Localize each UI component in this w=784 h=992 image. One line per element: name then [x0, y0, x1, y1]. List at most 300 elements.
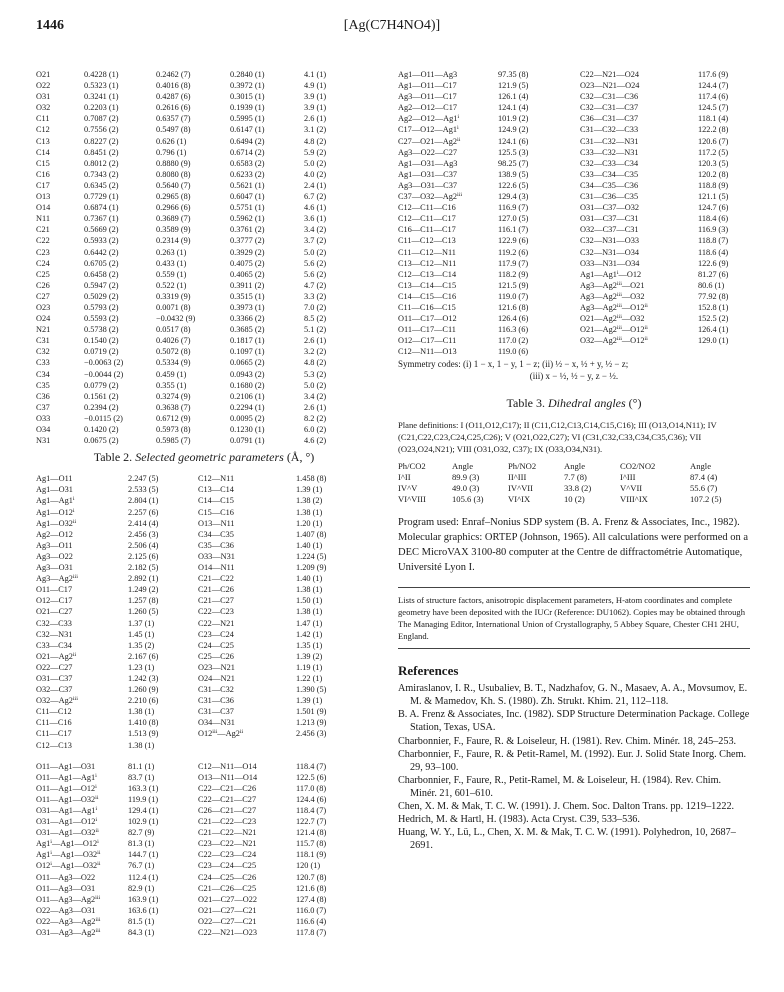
table-cell: O24 — [36, 314, 51, 324]
table-cell: C12—C13 — [36, 740, 72, 750]
table-cell: 1.458 (8) — [296, 474, 327, 484]
table-cell: 0.355 (1) — [156, 380, 187, 390]
table-cell: 0.3929 (2) — [230, 247, 265, 257]
table-cell: O34 — [36, 425, 51, 434]
table-cell: 0.4065 (2) — [230, 269, 265, 279]
table-cell: 4.8 (2) — [304, 358, 327, 368]
table-cell: 1.45 (1) — [128, 629, 155, 639]
bond-row — [36, 562, 356, 573]
table-cell: 121.6 (8) — [296, 883, 327, 893]
table-cell: 0.3973 (1) — [230, 302, 265, 312]
table-cell: Ag3—O31 — [36, 563, 73, 573]
table-cell: 81.27 (6) — [698, 269, 729, 279]
table-cell: 152.5 (2) — [698, 314, 729, 324]
table-cell: 2.4 (1) — [304, 180, 327, 190]
bond-row — [36, 484, 356, 495]
table-cell: 5.3 (2) — [304, 369, 327, 379]
table-cell: 0.5738 (2) — [84, 325, 119, 335]
table-cell: 116.0 (7) — [296, 905, 327, 915]
table-cell: 1.20 (1) — [296, 518, 323, 528]
table-cell: 1.42 (1) — [296, 629, 323, 639]
table-cell: 0.0665 (2) — [230, 358, 265, 368]
coordinate-row — [36, 136, 344, 147]
table-cell: 126.4 (1) — [698, 325, 729, 335]
column-header: Ph/NO2 — [508, 460, 537, 471]
table-cell: C23—C22—N21 — [198, 839, 257, 849]
table-cell: 1.22 (1) — [296, 673, 323, 683]
table-cell: 124.1 (6) — [498, 136, 529, 146]
reference-item: B. A. Frenz & Associates, Inc. (1982). SDP Structure Determination Package. College Station, Texas, USA. — [398, 709, 750, 734]
table-cell: O22—C27 — [36, 662, 73, 672]
table-cell: 122.6 (9) — [698, 258, 729, 268]
table-cell: 6.7 (2) — [304, 192, 327, 202]
table-cell: C24—C25 — [198, 640, 234, 650]
bond-row — [36, 662, 356, 673]
bond-row — [36, 540, 356, 551]
table-cell: 118.2 (9) — [498, 269, 529, 279]
table-cell: 3.2 (2) — [304, 347, 327, 357]
table-cell: 116.6 (4) — [296, 916, 327, 926]
table-cell: 0.6345 (2) — [84, 180, 119, 190]
bond-row — [36, 684, 356, 695]
table-cell: O12ⁱⁱⁱ—Ag2ⁱⁱ — [198, 729, 244, 739]
table-cell: C11—C16—C15 — [398, 302, 456, 312]
table-cell: 2.533 (5) — [128, 485, 159, 495]
table-cell: 0.7343 (2) — [84, 169, 119, 179]
angle-row — [398, 91, 750, 102]
table-cell: 122.7 (7) — [296, 817, 327, 827]
table-cell: 1.50 (1) — [296, 596, 323, 606]
angle-row — [398, 147, 750, 158]
table-cell: 0.4287 (6) — [156, 92, 191, 102]
table-cell: O22—Ag3—O31 — [36, 905, 96, 915]
bond-row — [36, 728, 356, 739]
table-cell: Ag1—O11—Ag3 — [398, 70, 458, 79]
angle-row — [398, 158, 750, 169]
table-cell: 5.1 (2) — [304, 325, 327, 335]
table-cell: 0.5962 (1) — [230, 214, 265, 224]
table-cell: 4.6 (2) — [304, 436, 327, 446]
table-cell: 120.2 (8) — [698, 169, 729, 179]
dihedral-angles-table — [398, 461, 746, 505]
table-cell: 0.3972 (1) — [230, 81, 265, 91]
table-cell: 2.892 (1) — [128, 574, 159, 584]
coordinate-row — [36, 402, 344, 413]
table-cell: C32—N31—O33 — [580, 236, 640, 246]
table-cell: 1.242 (3) — [128, 673, 159, 683]
table-cell: 5.6 (2) — [304, 258, 327, 268]
table-cell: Ag1—O32ⁱⁱ — [36, 518, 77, 528]
table-cell: 0.433 (1) — [156, 258, 187, 268]
table-cell: 1.257 (8) — [128, 596, 159, 606]
table-cell: C11—C12 — [36, 707, 72, 717]
table-cell: Ag1—O11 — [36, 474, 73, 484]
table2-title: Table 2. Selected geometric parameters (Å, °) — [93, 450, 315, 465]
table-cell: O11—C17—C11 — [398, 325, 456, 335]
table-cell: Ag3—O11 — [36, 540, 73, 550]
table-cell: C12—N11—O14 — [198, 761, 257, 771]
table-cell: 0.5640 (7) — [156, 180, 191, 190]
table-cell: 1.23 (1) — [128, 662, 155, 672]
table-cell: 144.7 (1) — [128, 850, 159, 860]
table-cell: 1.209 (9) — [296, 563, 327, 573]
table-cell: 1.40 (1) — [296, 540, 323, 550]
table-cell: 119.0 (7) — [498, 291, 529, 301]
coordinate-row — [36, 357, 344, 368]
angle-row — [36, 883, 356, 894]
table-cell: O11—C17—O12 — [398, 314, 457, 324]
table-cell: 33.8 (2) — [564, 482, 592, 493]
table-cell: −0.0432 (9) — [156, 314, 196, 324]
table-cell: C22—C23 — [198, 607, 234, 617]
table-cell: 0.5072 (8) — [156, 347, 191, 357]
table-cell: 125.5 (3) — [498, 147, 529, 157]
table-cell: Ag1—O31—C37 — [398, 169, 458, 179]
table-cell: 0.1817 (1) — [230, 336, 265, 346]
table-cell: 121.6 (8) — [498, 302, 529, 312]
coordinate-row — [36, 80, 344, 91]
table-cell: 81.1 (1) — [128, 761, 155, 771]
table-cell: C21—C22—N21 — [198, 828, 257, 838]
table-cell: 0.1561 (2) — [84, 391, 119, 401]
table-cell: 0.6357 (7) — [156, 114, 191, 124]
coordinate-row — [36, 258, 344, 269]
angle-row — [398, 235, 750, 246]
table-cell: C31—C36—C35 — [580, 192, 639, 202]
coordinate-row — [36, 413, 344, 424]
table-cell: 1.407 (8) — [296, 529, 327, 539]
table-cell: 2.804 (1) — [128, 496, 159, 506]
coordinate-row — [36, 158, 344, 169]
table-cell: 0.2314 (9) — [156, 236, 191, 246]
table-cell: Ag1—Ag1ⁱ—O12 — [580, 269, 642, 279]
table-cell: Ag3—Ag2ⁱⁱⁱ — [36, 574, 78, 584]
angle-row — [398, 324, 750, 335]
angle-row — [36, 927, 356, 938]
table-cell: 83.7 (1) — [128, 772, 155, 782]
table-cell: C32—C31—C36 — [580, 92, 639, 102]
table-cell: C32 — [36, 347, 50, 357]
table-cell: C25 — [36, 269, 50, 279]
table-cell: O11—Ag3—O22 — [36, 872, 96, 882]
table-cell: O31—C37—C31 — [580, 214, 639, 224]
table-cell: C31—C32—C33 — [580, 125, 639, 135]
table-cell: 0.7087 (2) — [84, 114, 119, 124]
table-cell: VI^VIII — [398, 494, 426, 504]
table-cell: 118.8 (7) — [698, 236, 729, 246]
table-cell: 5.0 (2) — [304, 158, 327, 168]
table-cell: 0.6874 (1) — [84, 203, 119, 213]
table-cell: 1.513 (9) — [128, 729, 159, 739]
table-cell: Ag1—O12ⁱ — [36, 507, 75, 517]
table-cell: Ag1—O11—C17 — [398, 81, 457, 91]
table-cell: O11—Ag1—O31 — [36, 761, 96, 771]
bond-row — [36, 573, 356, 584]
table-cell: 5.0 (2) — [304, 247, 327, 257]
table-cell: C21 — [36, 225, 50, 235]
table-cell: C12—N11 — [198, 474, 235, 484]
table-cell: O21—C27—C21 — [198, 905, 257, 915]
table-cell: 0.3689 (7) — [156, 214, 191, 224]
table-cell: 102.9 (1) — [128, 817, 159, 827]
table-cell: C22—C21—C26 — [198, 783, 257, 793]
table-cell: 118.4 (6) — [698, 214, 729, 224]
table-cell: C26—C21—C27 — [198, 806, 257, 815]
table-cell: Ag3—O22 — [36, 551, 73, 561]
table-cell: 3.6 (1) — [304, 214, 327, 224]
bond-row — [36, 529, 356, 540]
table-cell: 4.7 (2) — [304, 280, 327, 290]
table-cell: C23—C24 — [198, 629, 234, 639]
page-number: 1446 — [36, 18, 64, 33]
table-cell: 121.1 (5) — [698, 192, 729, 202]
table-cell: C36 — [36, 391, 50, 401]
table-cell: 0.5497 (8) — [156, 125, 191, 135]
bond-row — [36, 673, 356, 684]
table-cell: 7.0 (2) — [304, 302, 327, 312]
bond-row — [36, 629, 356, 640]
coordinate-row — [36, 269, 344, 280]
table-cell: C12—C13—C14 — [398, 269, 457, 279]
plane-definitions: Plane definitions: I (O11,O12,C17); II (C11,C12,C13,C14,C15,C16); III (O13,O14,N11); IV (C21,C22,C23,C24,C25,C26); V (O21,O22,C27); VI (C31,C32,C33,C34,C35,C36); VII (O23,O24,N21); VIII (O31,O32, C37); IX (O33,O34,N31). — [398, 419, 717, 454]
table-cell: C12—C11—C17 — [398, 214, 456, 224]
table-cell: 116.9 (7) — [498, 203, 529, 213]
table-cell: 0.2203 (1) — [84, 103, 119, 113]
bond-row — [36, 651, 356, 662]
table-cell: 0.6442 (2) — [84, 247, 119, 257]
table-cell: C14—C15 — [198, 496, 234, 506]
bond-row — [36, 640, 356, 651]
table-cell: 129.4 (3) — [498, 192, 529, 202]
table-cell: C12 — [36, 125, 50, 135]
table-cell: 138.9 (5) — [498, 169, 529, 179]
table-cell: 0.6047 (1) — [230, 192, 265, 202]
table-cell: Ag2—O12 — [36, 529, 73, 539]
coordinate-row — [36, 202, 344, 213]
angle-row — [36, 816, 356, 827]
table-cell: 81.5 (1) — [128, 916, 155, 926]
table-cell: C17 — [36, 180, 50, 190]
table-cell: 8.5 (2) — [304, 314, 327, 324]
table-cell: 122.9 (6) — [498, 236, 529, 246]
table-cell: 1.39 (2) — [296, 651, 323, 661]
table-cell: 0.0719 (2) — [84, 347, 119, 357]
table-cell: 5.6 (2) — [304, 269, 327, 279]
table-cell: O11—Ag1—O32ⁱⁱ — [36, 794, 99, 804]
table-cell: 0.6583 (2) — [230, 158, 265, 168]
table-cell: C21—C26—C25 — [198, 883, 257, 893]
table-cell: 2.182 (5) — [128, 563, 159, 573]
table-cell: C15 — [36, 158, 50, 168]
table-cell: 120.6 (7) — [698, 136, 729, 146]
table-cell: 0.6147 (1) — [230, 125, 265, 135]
table-cell: O31 — [36, 92, 51, 102]
divider — [398, 587, 750, 588]
table-cell: C33—C34 — [36, 640, 72, 650]
table-cell: O21—Ag2ⁱⁱⁱ—O12ⁱⁱ — [580, 325, 648, 335]
angle-row — [398, 302, 750, 313]
table-cell: C22—C23—C24 — [198, 850, 257, 860]
table-cell: 1.38 (1) — [128, 740, 155, 750]
bond-row — [36, 518, 356, 529]
table-cell: 0.0517 (8) — [156, 325, 191, 335]
table-cell: Ag1ⁱ—Ag1—O12ⁱ — [36, 839, 99, 849]
table-cell: 124.7 (6) — [698, 203, 729, 213]
table-cell: 0.1680 (2) — [230, 380, 265, 390]
table-cell — [580, 346, 698, 357]
table-cell: 0.5947 (2) — [84, 280, 119, 290]
table-cell: 152.8 (1) — [698, 302, 729, 312]
table-cell: 115.7 (8) — [296, 839, 327, 849]
table-cell: C13 — [36, 136, 50, 146]
table-cell: C31—C32—N31 — [580, 136, 639, 146]
table-cell: 1.35 (1) — [296, 640, 323, 650]
table-cell: 77.92 (8) — [698, 291, 729, 301]
table-cell: O14—N11 — [198, 563, 235, 573]
angle-row — [36, 860, 356, 871]
table-cell: 2.6 (1) — [304, 402, 327, 412]
bond-row — [36, 551, 356, 562]
coordinate-row — [36, 313, 344, 324]
table-cell: C31—C32 — [198, 685, 234, 695]
table-cell: 0.5985 (7) — [156, 436, 191, 446]
table-cell: 84.3 (1) — [128, 928, 155, 938]
table-cell: 1.40 (1) — [296, 574, 323, 584]
table-cell: O21—C27 — [36, 607, 73, 617]
table-cell: 119.9 (1) — [128, 794, 159, 804]
table-cell: 121.5 (9) — [498, 280, 529, 290]
coordinate-row — [36, 247, 344, 258]
table-cell: 0.5669 (2) — [84, 225, 119, 235]
table-cell: Ag1—O31—Ag3 — [398, 158, 458, 168]
table-cell: 82.9 (1) — [128, 883, 155, 893]
table-cell: V^VII — [620, 482, 643, 493]
table-cell: 3.9 (1) — [304, 92, 327, 102]
table-cell: −0.0115 (2) — [84, 413, 123, 423]
table-cell: Ag1ⁱ—Ag1—O32ⁱⁱ — [36, 850, 101, 860]
table-cell: O32—C37 — [36, 685, 73, 695]
table-cell: C14—C15—C16 — [398, 291, 457, 301]
table-cell: O32—Ag2ⁱⁱⁱ—O12ⁱⁱ — [580, 336, 648, 346]
table-cell: 119.0 (6) — [498, 347, 529, 357]
table-cell: 87.4 (4) — [690, 471, 718, 482]
table-cell: 163.3 (1) — [128, 783, 159, 793]
table-cell: 3.7 (2) — [304, 236, 327, 246]
angle-row — [36, 827, 356, 838]
table-cell: Ag2—O12—C17 — [398, 103, 458, 113]
angle-row — [398, 346, 750, 357]
table-cell: C32—C31—C37 — [580, 103, 639, 113]
table-cell: C21—C26 — [198, 585, 234, 595]
table-cell: O23—N21 — [198, 662, 235, 672]
angle-row — [398, 69, 750, 80]
table-cell: 124.5 (7) — [698, 103, 729, 113]
table-cell: C13—C14 — [198, 485, 234, 495]
table-cell: 0.6705 (2) — [84, 258, 119, 268]
divider — [398, 648, 750, 649]
table-cell: Ag3—O22—C27 — [398, 147, 458, 157]
table-cell: 0.2840 (1) — [230, 70, 265, 79]
table-cell: N31 — [36, 436, 51, 446]
table-cell: 124.1 (4) — [498, 103, 529, 113]
angle-row — [36, 805, 356, 816]
table-cell: 4.9 (1) — [304, 81, 327, 91]
table-cell: 0.3515 (1) — [230, 291, 265, 301]
coordinate-row — [36, 324, 344, 335]
table-cell: 117.6 (9) — [698, 70, 729, 79]
table-cell: 120 (1) — [296, 861, 321, 871]
table-cell: 0.2462 (7) — [156, 70, 191, 79]
coordinate-row — [36, 235, 344, 246]
table-cell: 0.6458 (2) — [84, 269, 119, 279]
table-cell: 0.3319 (9) — [156, 291, 191, 301]
table-cell: 0.5995 (1) — [230, 114, 265, 124]
table-cell: 0.6712 (9) — [156, 413, 191, 423]
bond-row — [36, 595, 356, 606]
table-cell: O21—Ag2ⁱⁱ — [36, 651, 77, 661]
table-cell: O12—C17—C11 — [398, 336, 457, 346]
table-cell: 1.38 (2) — [296, 496, 323, 506]
table-cell: 0.3589 (9) — [156, 225, 191, 235]
table-cell: 1.249 (2) — [128, 585, 159, 595]
table-cell: 3.4 (2) — [304, 391, 327, 401]
table-cell: 118.4 (7) — [296, 806, 327, 815]
table-cell: 2.210 (6) — [128, 696, 159, 706]
table-cell: 118.8 (9) — [698, 180, 729, 190]
table-cell: O11—C17 — [36, 585, 73, 595]
coordinate-row — [36, 291, 344, 302]
table-cell: 0.5593 (2) — [84, 314, 119, 324]
table-cell: O31—C37—O32 — [580, 203, 640, 213]
symmetry-codes-line2: (iii) x − ½, ½ − y, z − ½. — [529, 370, 619, 381]
references-list — [398, 682, 750, 852]
table-cell: 0.6233 (2) — [230, 169, 265, 179]
table-cell: 124.9 (2) — [498, 125, 529, 135]
table-cell: 0.5621 (1) — [230, 180, 265, 190]
deposition-note: Lists of structure factors, anisotropic displacement parameters, H-atom coordinates and complete geometry have been deposited with the IUCr (Reference: DU1062). Copies may be obtained through The Managing Editor, International Union of Crystallography, 5 Abbey Square, Chester CH1 2HU, England. — [398, 595, 745, 642]
table-cell: 1.38 (1) — [128, 707, 155, 717]
coordinate-row — [36, 180, 344, 191]
table-cell: 0.5751 (1) — [230, 203, 265, 213]
reference-item: Hedrich, M. & Hartl, H. (1983). Acta Cryst. C39, 533–536. — [398, 814, 640, 826]
table-cell: O22—C27—C21 — [198, 916, 257, 926]
table-cell: O22 — [36, 81, 51, 91]
coordinate-row — [36, 369, 344, 380]
bond-lengths-table — [36, 473, 356, 750]
angle-row — [36, 783, 356, 794]
table-cell: 0.5029 (2) — [84, 291, 119, 301]
table-cell: 2.167 (6) — [128, 651, 159, 661]
table-cell: 122.6 (5) — [498, 180, 529, 190]
program-note: Program used: Enraf–Nonius SDP system (B. A. Frenz & Associates, Inc., 1982). Molecular graphics: ORTEP (Johnson, 1965). All calculations were performed on a DEC MicroVAX 3100-80 computer at the Centre de diffractométrie Automatique, Université Lyon I. — [398, 517, 749, 574]
angle-row — [398, 136, 750, 147]
angle-row — [36, 872, 356, 883]
coordinate-row — [36, 102, 344, 113]
angle-row — [398, 191, 750, 202]
table-cell: 1.260 (5) — [128, 607, 159, 617]
table-cell: 0.3366 (2) — [230, 314, 265, 324]
bond-row — [36, 495, 356, 506]
table-cell: 163.6 (1) — [128, 905, 159, 915]
table-cell: C17—O12—Ag1ⁱ — [398, 125, 459, 135]
dihedral-row — [398, 472, 746, 483]
angle-row — [398, 224, 750, 235]
table-cell: N11 — [36, 214, 50, 224]
table-cell: C24—C25—C26 — [198, 872, 257, 882]
table-cell: 117.0 (8) — [296, 783, 327, 793]
reference-item: Chen, X. M. & Mak, T. C. W. (1991). J. Chem. Soc. Dalton Trans. pp. 1219–1222. — [398, 801, 735, 813]
table-cell: 1.37 (1) — [128, 618, 155, 628]
